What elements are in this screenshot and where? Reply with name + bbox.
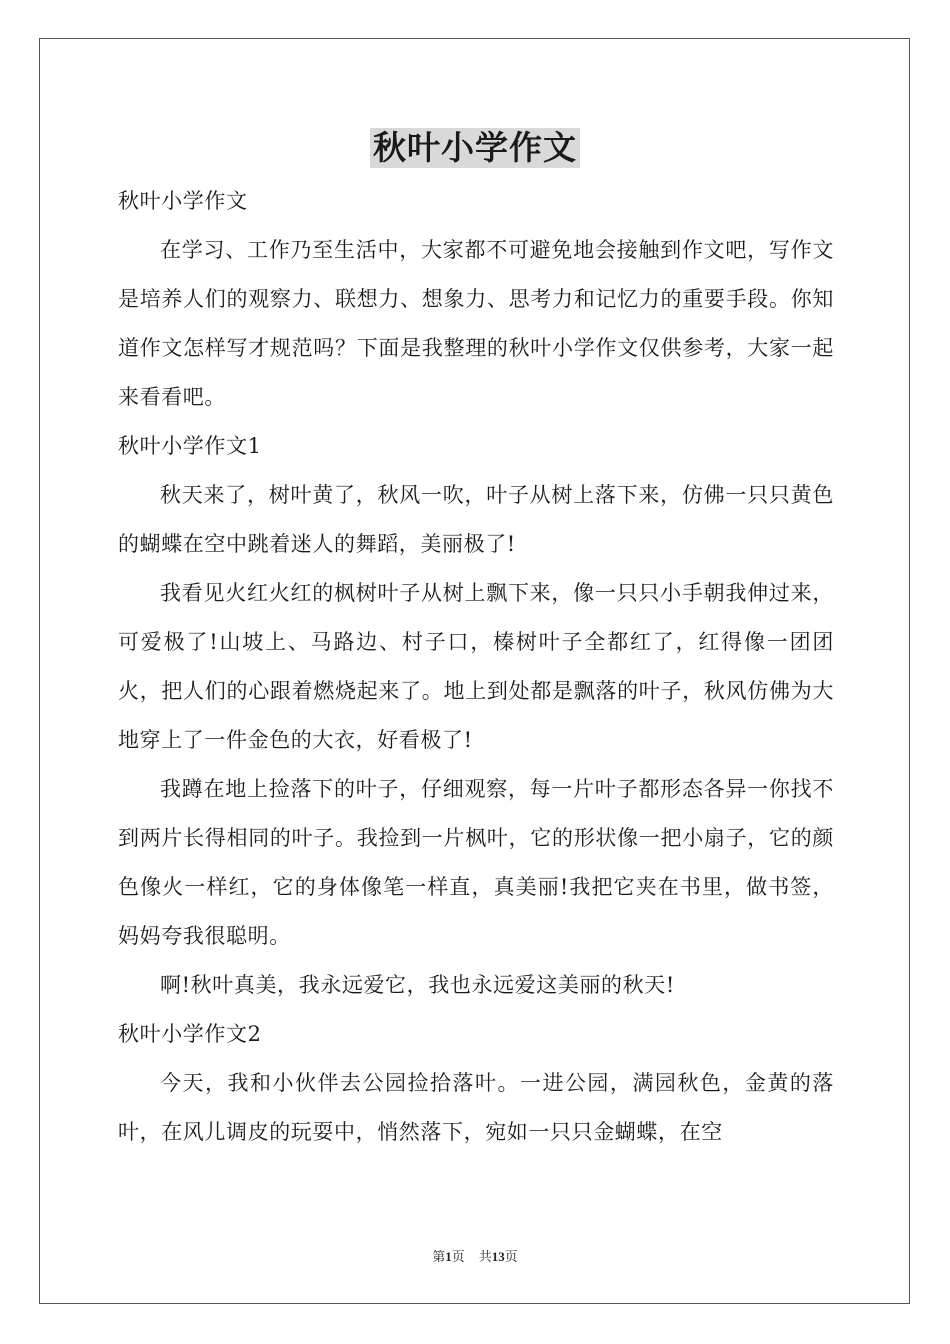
title-container xyxy=(0,128,950,168)
body-paragraph: 我看见火红火红的枫树叶子从树上飘下来，像一只只小手朝我伸过来，可爱极了!山坡上、马路边、村子口，榛树叶子全都红了，红得像一团团火，把人们的心跟着燃烧起来了。地上到处都是飘落的叶子，秋风仿佛为大地穿上了一件金色的大衣，好看极了! xyxy=(118,581,834,752)
page-prefix: 第 xyxy=(432,1249,446,1264)
body-paragraph: 啊!秋叶真美，我永远爱它，我也永远爱这美丽的秋天! xyxy=(160,973,675,997)
body-paragraph: 秋天来了，树叶黄了，秋风一吹，叶子从树上落下来，仿佛一只只黄色的蝴蝶在空中跳着迷人的舞蹈，美丽极了! xyxy=(118,483,834,556)
total-prefix: 共 xyxy=(478,1249,492,1264)
document-body xyxy=(118,177,834,1157)
section-heading: 秋叶小学作文1 xyxy=(118,434,262,458)
body-paragraph: 今天，我和小伙伴去公园捡拾落叶。一进公园，满园秋色，金黄的落叶，在风儿调皮的玩耍中，悄然落下，宛如一只只金蝴蝶，在空 xyxy=(118,1071,834,1144)
document-title: 秋叶小学作文 xyxy=(370,128,580,168)
total-pages: 13 xyxy=(491,1249,505,1264)
total-suffix: 页 xyxy=(504,1249,518,1264)
page-number: 1 xyxy=(445,1249,452,1264)
section-heading: 秋叶小学作文 xyxy=(118,189,248,213)
page-footer xyxy=(0,1246,950,1265)
body-paragraph: 在学习、工作乃至生活中，大家都不可避免地会接触到作文吧，写作文是培养人们的观察力、联想力、想象力、思考力和记忆力的重要手段。你知道作文怎样写才规范吗？下面是我整理的秋叶小学作文仅供参考，大家一起来看看吧。 xyxy=(118,238,834,409)
page-suffix: 页 xyxy=(451,1249,465,1264)
body-paragraph: 我蹲在地上捡落下的叶子，仔细观察，每一片叶子都形态各异一你找不到两片长得相同的叶子。我捡到一片枫叶，它的形状像一把小扇子，它的颜色像火一样红，它的身体像笔一样直，真美丽!我把它夹在书里，做书签，妈妈夸我很聪明。 xyxy=(118,777,834,948)
section-heading: 秋叶小学作文2 xyxy=(118,1022,262,1046)
